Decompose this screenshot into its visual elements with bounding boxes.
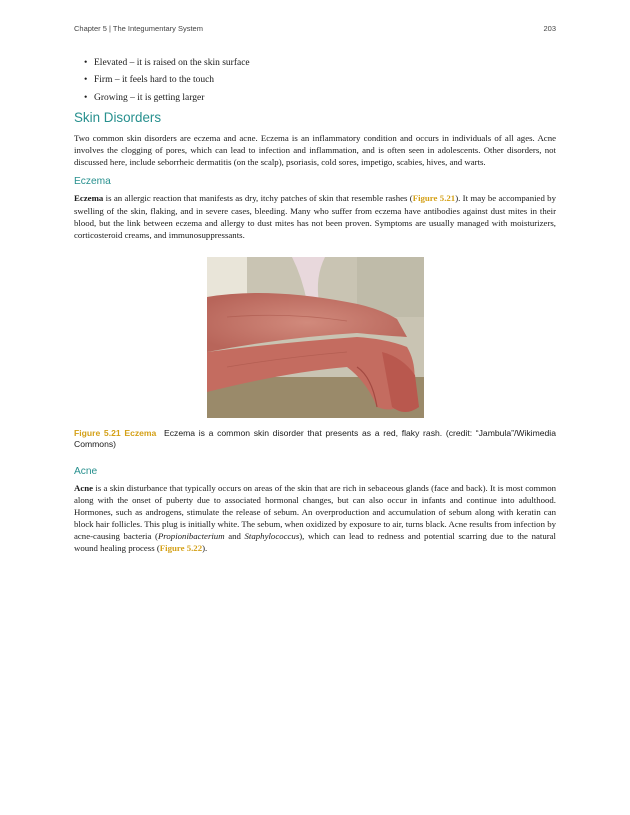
eczema-term: Eczema: [74, 193, 104, 204]
figure-5-22-link[interactable]: Figure 5.22: [159, 543, 203, 554]
acne-heading: Acne: [74, 465, 98, 477]
eczema-paragraph: Eczema is an allergic reaction that manifests as dry, itchy patches of skin that resemble rashes (Figure 5.21). It may be accompanied by swelling of the skin, flaking, and in severe cases, bleeding. Many who suffer from eczema have antibodies against dust mites in their blood, but the link between eczema and allergy to dust mites has not been proven. Symptoms are usually managed with moisturizers, corticosteroid creams, and immunosuppressants.: [74, 193, 556, 240]
page-content: [74, 58, 556, 554]
acne-term: Acne: [74, 482, 94, 493]
section-heading: Skin Disorders: [74, 110, 162, 126]
intro-paragraph: Two common skin disorders are eczema and acne. Eczema is an inflammatory condition and occurs in individuals of all ages. Acne involves the clogging of pores, which can lead to infection and inflammation, and is often seen in adolescents. Other disorders, not discussed here, include seborrheic dermatitis (on the scalp), psoriasis, cold sores, impetigo, scabies, hives, and warts.: [74, 133, 556, 168]
figure-caption: [74, 428, 556, 451]
bullet-list: [74, 58, 556, 104]
figure-5-21-link[interactable]: Figure 5.21: [412, 193, 456, 204]
chapter-title: Chapter 5 | The Integumentary System: [74, 24, 203, 33]
bacteria-name: Propionibacterium: [157, 531, 225, 542]
list-item: • Elevated – it is raised on the skin surface: [84, 58, 556, 69]
running-header: [74, 24, 556, 33]
list-item: • Growing – it is getting larger: [84, 93, 556, 104]
figure-label: Figure 5.21 Eczema: [74, 427, 157, 438]
caption-text: Eczema is a common skin disorder that presents as a red, flaky rash. (credit: “Jambula”/Wikimedia Commons): [74, 427, 556, 450]
eczema-heading: Eczema: [74, 176, 111, 188]
list-item: • Firm – it feels hard to the touch: [84, 75, 556, 86]
eczema-arm-photo: [207, 257, 424, 418]
bacteria-name: Staphylococcus: [244, 531, 300, 542]
page-number: 203: [543, 24, 556, 33]
acne-paragraph: Acne is a skin disturbance that typically occurs on areas of the skin that are rich in sebaceous glands (face and back). It is most common along with the onset of puberty due to associated hormonal changes, but can also occur in infants and continue into adulthood. Hormones, such as androgens, stimulate the release of sebum. An overproduction and accumulation of sebum along with keratin can block hair follicles. This plug is initially white. The sebum, when oxidized by exposure to air, turns black. Acne results from infection by acne-causing bacteria (Propionibacterium and Staphylococcus), which can lead to redness and potential scarring due to the natural wound healing process (Figure 5.22).: [74, 482, 557, 554]
